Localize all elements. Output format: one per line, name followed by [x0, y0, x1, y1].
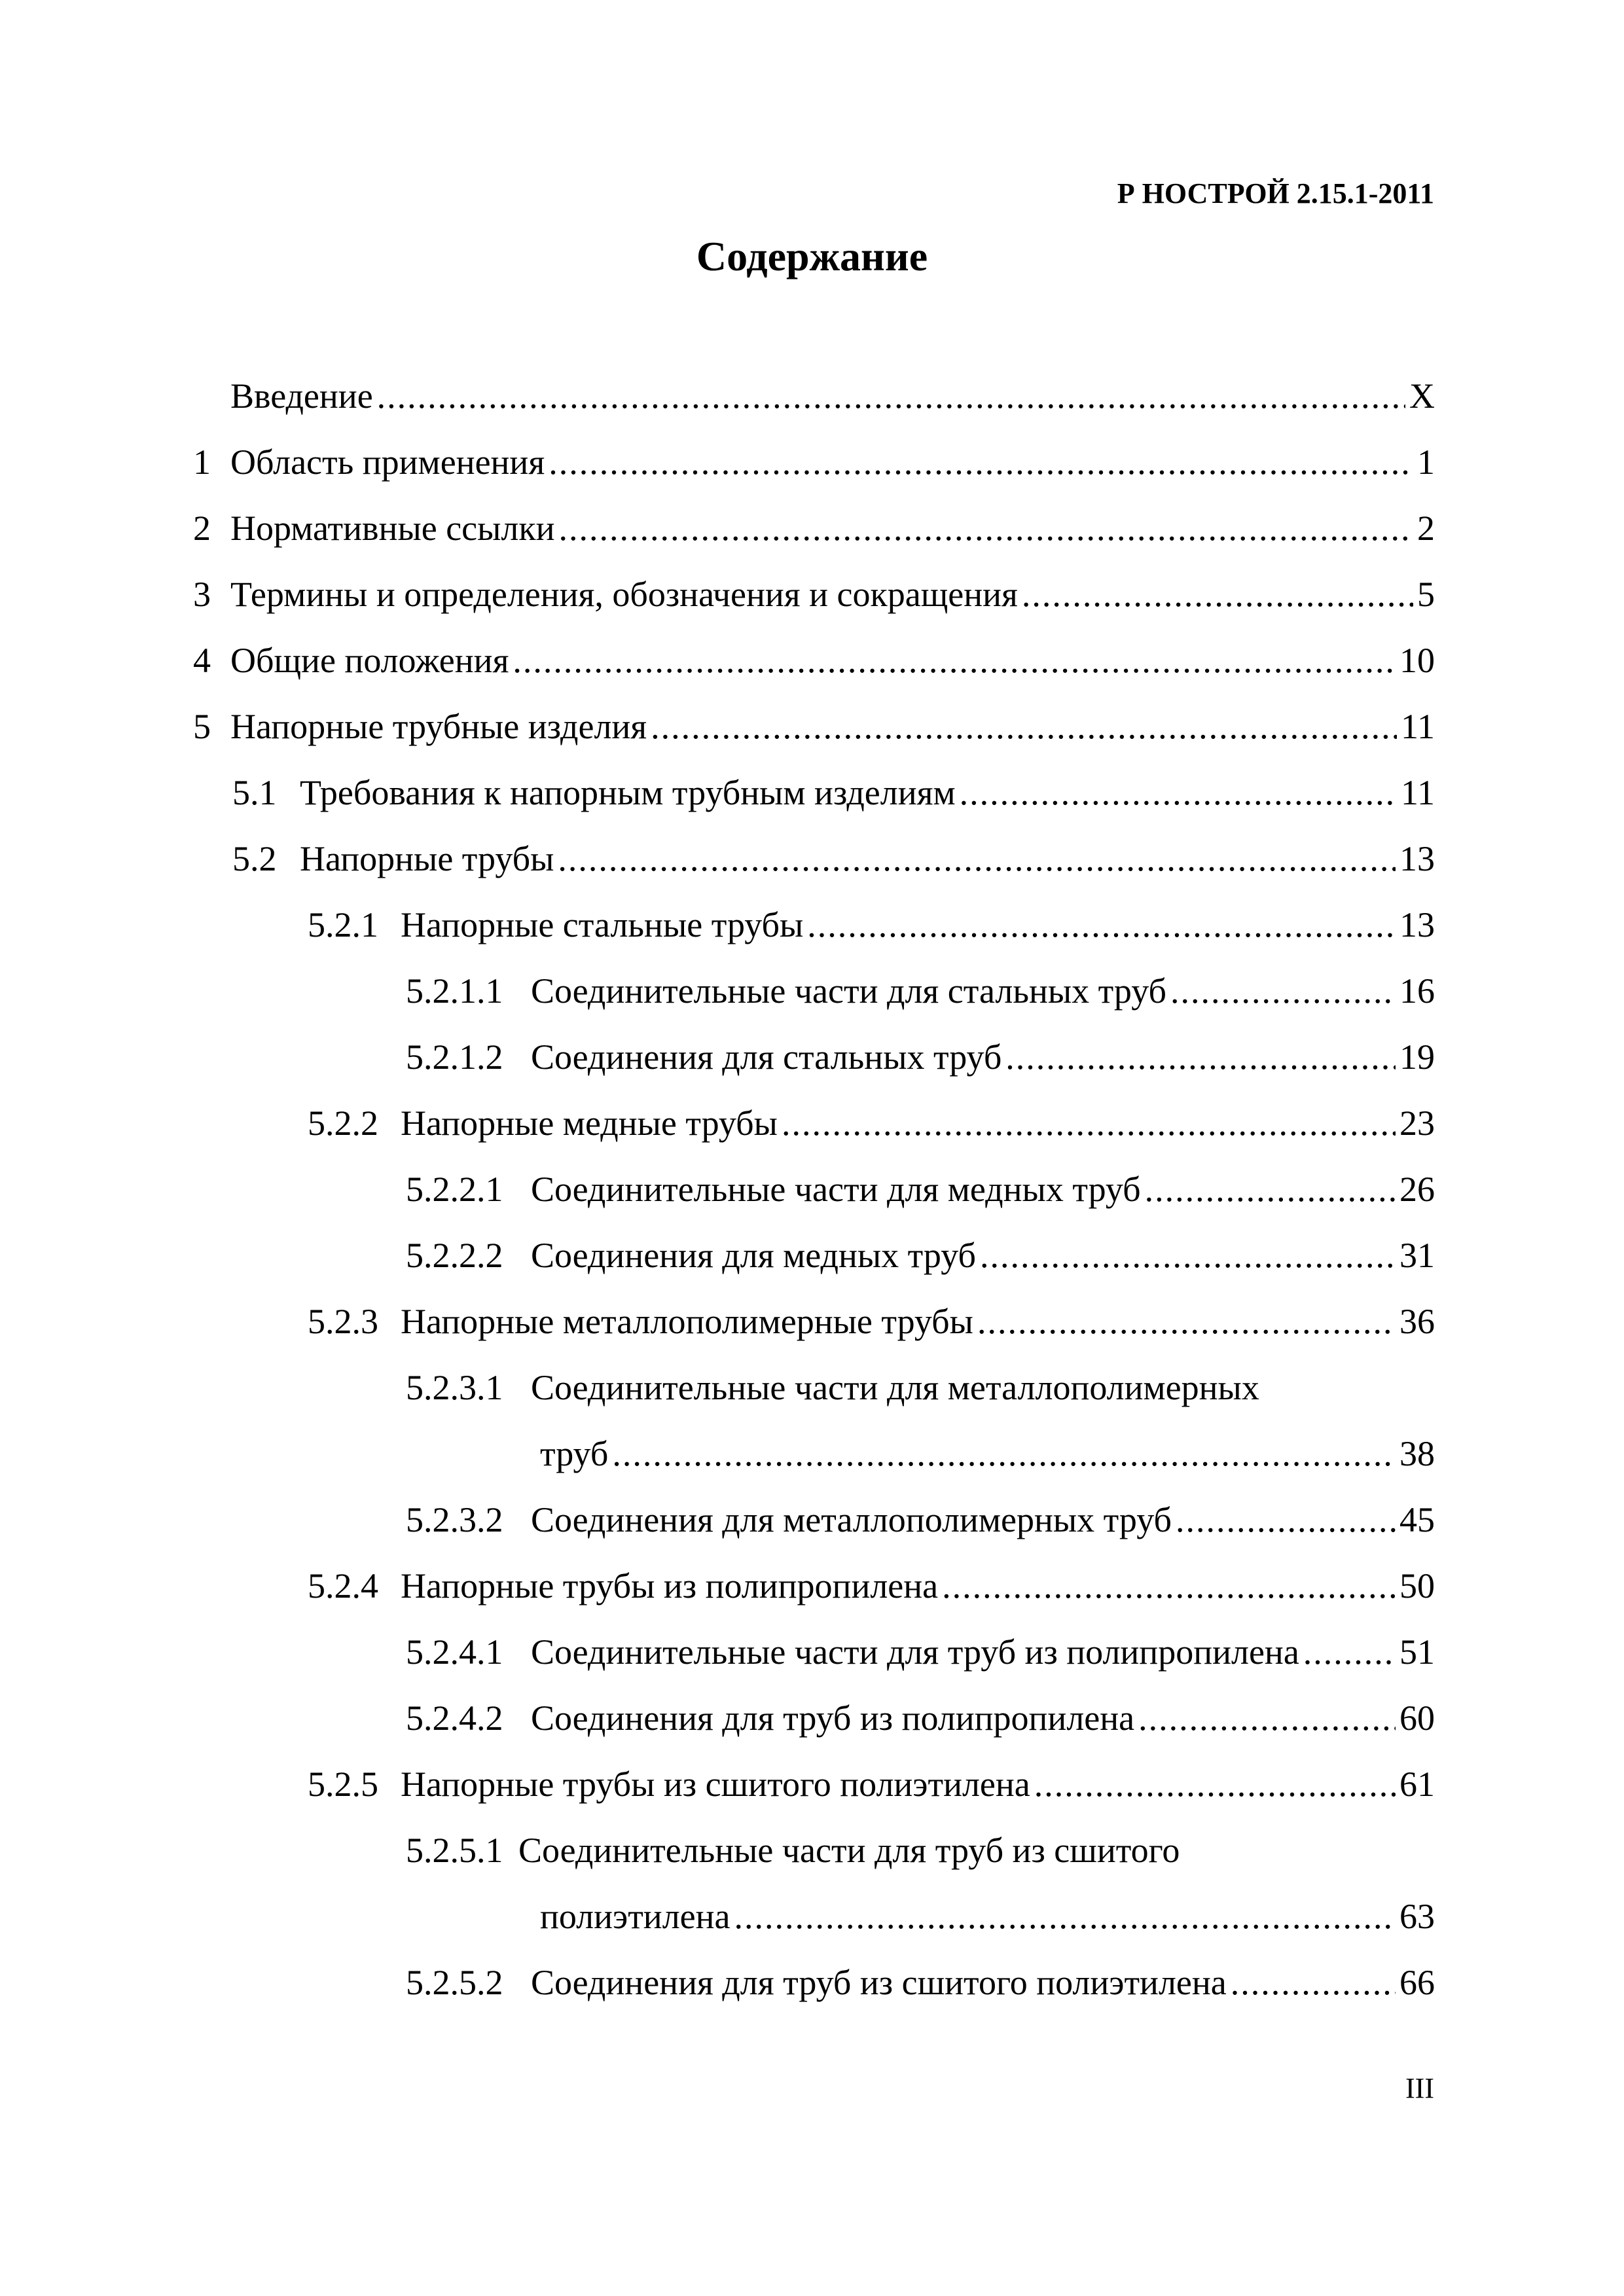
toc-entry-title: Требования к напорным трубным изделиям [300, 773, 956, 812]
toc-leader-dots [977, 1295, 1396, 1348]
toc-entry-number: 5.2.2 [308, 1103, 378, 1143]
toc-leader-dots [980, 1229, 1396, 1282]
toc-entry-page: X [1409, 376, 1435, 416]
toc-entry-page: 2 [1417, 509, 1435, 548]
toc-entry[interactable] [193, 1163, 1435, 1229]
toc-leader-dots [1034, 1758, 1396, 1810]
toc-entry-title: Соединения для труб из сшитого полиэтилена [531, 1963, 1227, 2002]
toc-leader-dots [1303, 1626, 1396, 1678]
toc-entry-title: Соединительные части для стальных труб [531, 971, 1166, 1011]
toc-entry-page: 16 [1399, 971, 1435, 1011]
toc-entry-page: 60 [1399, 1698, 1435, 1738]
toc-entry-number: 5 [193, 707, 211, 746]
toc-entry-title: Соединительные части для труб из полипропилена [531, 1632, 1299, 1672]
toc-entry-page: 26 [1399, 1170, 1435, 1209]
toc-leader-dots [513, 634, 1396, 687]
toc-entry-page: 5 [1417, 575, 1435, 614]
toc-entry-number: 1 [193, 442, 211, 482]
toc-entry-number: 5.2.2.1 [406, 1170, 503, 1209]
toc-leader-dots [1138, 1692, 1396, 1744]
toc-entry[interactable] [193, 1824, 1435, 1890]
toc-entry-page: 31 [1399, 1236, 1435, 1275]
toc-entry[interactable] [193, 1031, 1435, 1097]
toc-entry[interactable] [193, 1361, 1435, 1427]
toc-leader-dots [559, 502, 1414, 554]
toc-leader-dots [1005, 1031, 1396, 1083]
toc-leader-dots [1231, 1956, 1396, 2009]
toc-entry[interactable] [193, 1494, 1435, 1560]
toc-entry-title: Соединительные части для труб из сшитого [518, 1831, 1180, 1870]
toc-entry-page: 11 [1401, 773, 1435, 812]
toc-entry[interactable] [193, 1692, 1435, 1758]
toc-entry-number: 5.1 [232, 773, 277, 812]
document-code: Р НОСТРОЙ 2.15.1-2011 [1117, 177, 1434, 209]
toc-leader-dots [549, 436, 1413, 488]
toc-leader-dots [942, 1560, 1396, 1612]
page-number: III [1405, 2072, 1434, 2104]
toc-leader-dots [734, 1890, 1396, 1943]
toc-leader-dots [1145, 1163, 1396, 1215]
toc-entry[interactable] [193, 1758, 1435, 1824]
toc-entry-number: 5.2.5.2 [406, 1963, 503, 2002]
toc-leader-dots [612, 1427, 1396, 1480]
toc-entry-page: 13 [1399, 905, 1435, 944]
toc-entry-title: Напорные медные трубы [401, 1103, 778, 1143]
toc-entry-page: 50 [1399, 1566, 1435, 1605]
toc-leader-dots [377, 370, 1405, 422]
toc-entry-number: 4 [193, 641, 211, 680]
toc-entry-page: 1 [1417, 442, 1435, 482]
toc-leader-dots [782, 1097, 1396, 1149]
toc-leader-dots [1176, 1494, 1396, 1546]
toc-entry-page: 11 [1401, 707, 1435, 746]
toc-entry-title-continuation: полиэтилена [540, 1897, 731, 1936]
toc-entry-number: 5.2.1.1 [406, 971, 503, 1011]
toc-entry-title: Напорные трубы из сшитого полиэтилена [401, 1765, 1030, 1804]
toc-entry-number: 5.2.2.2 [406, 1236, 503, 1275]
toc-entry-title: Соединения для металлополимерных труб [531, 1500, 1172, 1539]
toc-leader-dots [807, 899, 1396, 951]
toc-entry-number: 5.2.3.1 [406, 1368, 503, 1407]
toc-entry-title: Соединения для медных труб [531, 1236, 976, 1275]
toc-entry-title-continuation: труб [540, 1434, 609, 1473]
toc-entry[interactable] [193, 436, 1435, 502]
toc-entry-page: 38 [1399, 1434, 1435, 1473]
toc-entry-number: 5.2 [232, 839, 277, 878]
toc-entry-number: 5.2.3.2 [406, 1500, 503, 1539]
toc-entry-page: 23 [1399, 1103, 1435, 1143]
toc-entry-number: 3 [193, 575, 211, 614]
toc-leader-dots [1022, 568, 1413, 620]
toc-entry[interactable] [193, 766, 1435, 833]
toc-leader-dots [960, 766, 1397, 819]
toc-entry[interactable] [193, 1560, 1435, 1626]
toc-leader-dots [651, 700, 1397, 753]
toc-entry-title: Напорные металлополимерные трубы [401, 1302, 973, 1341]
toc-entry-continuation[interactable] [193, 1890, 1435, 1956]
toc-entry-title: Напорные трубы из полипропилена [401, 1566, 939, 1605]
toc-entry-title: Соединения для стальных труб [531, 1037, 1002, 1077]
toc-leader-dots [558, 833, 1396, 885]
toc-entry-title: Введение [230, 376, 373, 416]
toc-entry-number: 5.2.1.2 [406, 1037, 503, 1077]
toc-entry-page: 10 [1399, 641, 1435, 680]
toc-entry-page: 45 [1399, 1500, 1435, 1539]
toc-entry[interactable] [193, 899, 1435, 965]
toc-entry[interactable] [193, 965, 1435, 1031]
toc-entry-title: Напорные трубы [300, 839, 554, 878]
toc-entry[interactable] [193, 502, 1435, 568]
toc-entry-title: Соединительные части для металлополимерных [531, 1368, 1259, 1407]
toc-entry-page: 36 [1399, 1302, 1435, 1341]
toc-entry-title: Термины и определения, обозначения и сокращения [230, 575, 1018, 614]
toc-entry-number: 5.2.5 [308, 1765, 378, 1804]
toc-entry[interactable] [193, 700, 1435, 766]
toc-entry-title: Напорные стальные трубы [401, 905, 804, 944]
toc-entry-page: 66 [1399, 1963, 1435, 2002]
toc-entry-page: 13 [1399, 839, 1435, 878]
toc-entry-title: Общие положения [230, 641, 509, 680]
toc-entry[interactable] [193, 568, 1435, 634]
toc-entry-title: Нормативные ссылки [230, 509, 555, 548]
toc-entry-title: Напорные трубные изделия [230, 707, 647, 746]
toc-entry[interactable] [193, 1097, 1435, 1163]
toc-entry-number: 5.2.5.1 [406, 1831, 503, 1870]
toc-entry[interactable] [193, 370, 1435, 436]
toc-entry-number: 5.2.1 [308, 905, 378, 944]
toc-entry-number: 2 [193, 509, 211, 548]
toc-entry-number: 5.2.4 [308, 1566, 378, 1605]
toc-entry-page: 19 [1399, 1037, 1435, 1077]
toc-leader-dots [1170, 965, 1396, 1017]
toc-entry[interactable] [193, 1295, 1435, 1361]
toc-entry-number: 5.2.4.1 [406, 1632, 503, 1672]
toc-entry[interactable] [193, 1229, 1435, 1295]
toc-entry-page: 51 [1399, 1632, 1435, 1672]
table-of-contents [193, 370, 1435, 2022]
toc-entry-continuation[interactable] [193, 1427, 1435, 1494]
toc-entry-title: Область применения [230, 442, 545, 482]
toc-entry[interactable] [193, 634, 1435, 700]
toc-entry-title: Соединительные части для медных труб [531, 1170, 1141, 1209]
toc-entry-title: Соединения для труб из полипропилена [531, 1698, 1135, 1738]
toc-entry[interactable] [193, 1626, 1435, 1692]
toc-entry[interactable] [193, 1956, 1435, 2022]
toc-entry[interactable] [193, 833, 1435, 899]
toc-entry-page: 63 [1399, 1897, 1435, 1936]
toc-entry-page: 61 [1399, 1765, 1435, 1804]
toc-entry-number: 5.2.3 [308, 1302, 378, 1341]
toc-entry-number: 5.2.4.2 [406, 1698, 503, 1738]
page-title: Содержание [696, 233, 928, 279]
